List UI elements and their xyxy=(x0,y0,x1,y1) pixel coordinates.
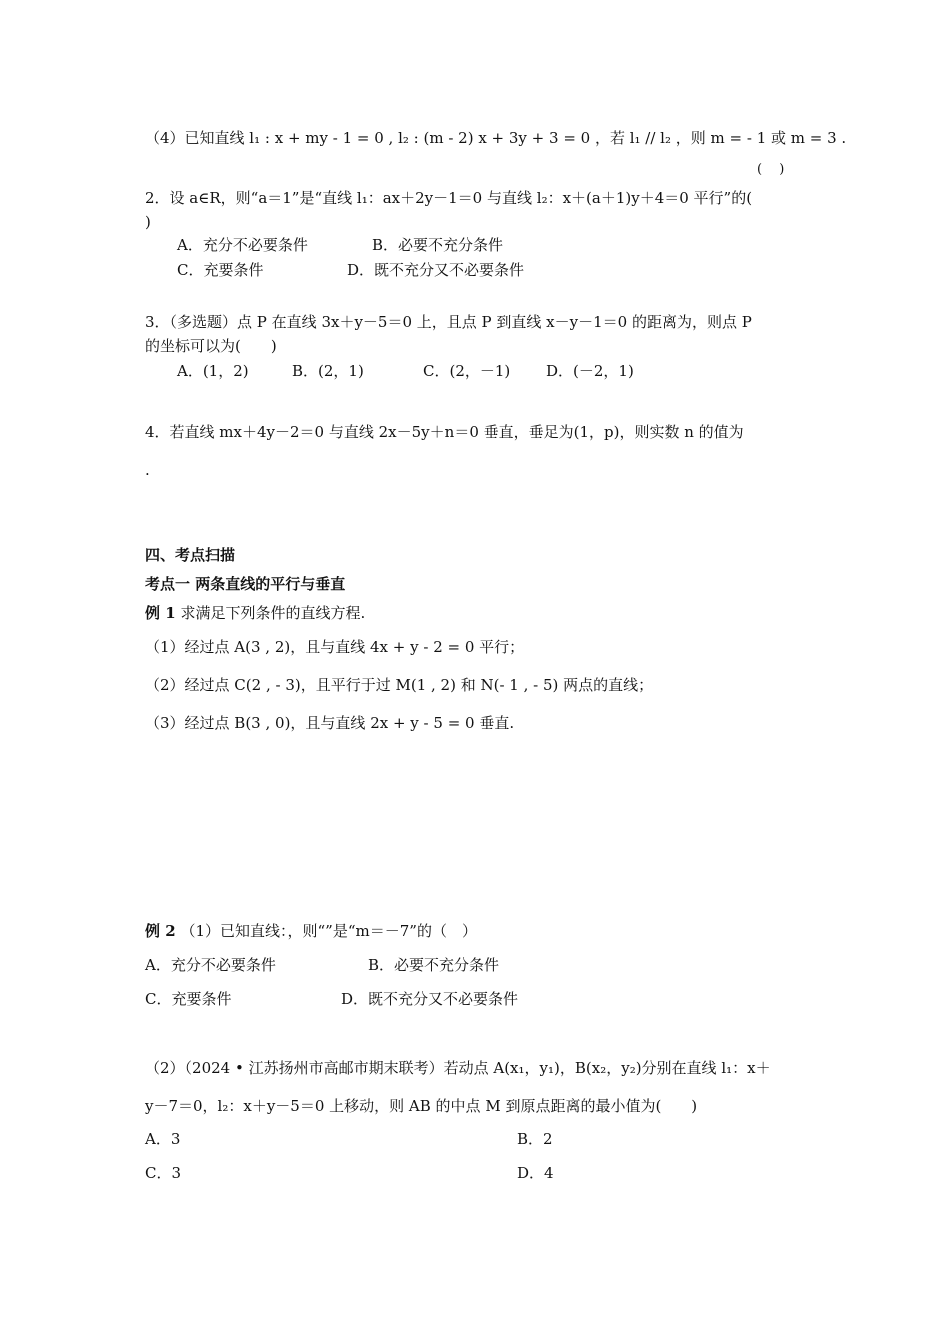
example-2-part2-option-b: B．2 xyxy=(517,1130,553,1148)
q2-option-b: B．必要不充分条件 xyxy=(372,236,504,254)
example-2-part1-option-a: A．充分不必要条件 xyxy=(145,956,276,974)
q3-option-d: D．(－2，1) xyxy=(546,362,634,380)
example-2-part2-line2: y－7＝0，l₂：x＋y－5＝0 上移动，则 AB 的中点 M 到原点距离的最小值为( ) xyxy=(145,1097,698,1115)
q2-option-c: C．充要条件 xyxy=(177,261,264,279)
example-2-part1-text: （1）已知直线：，则“”是“m＝－7”的（ ） xyxy=(180,922,477,940)
q3-option-a: A．(1，2) xyxy=(177,362,249,380)
q2-stem-line2: ) xyxy=(145,213,151,231)
q2-option-d: D．既不充分又不必要条件 xyxy=(347,261,525,279)
example-2-part1-option-c: C．充要条件 xyxy=(145,990,232,1008)
q3-option-b: B．(2，1) xyxy=(292,362,364,380)
example-2-part2-line1: （2）（2024 • 江苏扬州市高邮市期末联考）若动点 A(x₁，y₁)，B(x₂，y₂)分别在直线 l₁：x＋ xyxy=(145,1059,771,1077)
q2-stem-line1: 2．设 a∈R，则“a＝1”是“直线 l₁：ax＋2y－1＝0 与直线 l₂：x＋(a＋1)y＋4＝0 平行”的( xyxy=(145,189,753,207)
example-1-prompt: 求满足下列条件的直线方程. xyxy=(180,604,366,622)
q3-stem-line1: 3．（多选题）点 P 在直线 3x＋y－5＝0 上，且点 P 到直线 x－y－1＝0 的距离为，则点 P xyxy=(145,313,752,331)
example-2-part2-option-d: D．4 xyxy=(517,1164,554,1182)
example-2-part1-option-b: B．必要不充分条件 xyxy=(368,956,500,974)
q4-sub-text: （4）已知直线 l₁ : x + my - 1 = 0 , l₂ : (m - 2) x + 3y + 3 = 0 ，若 l₁ // l₂ ，则 m = - 1 或 m = 3 . xyxy=(145,129,847,147)
example-2-part2-option-c: C．3 xyxy=(145,1164,182,1182)
example-1-item-1: （1）经过点 A(3 , 2)，且与直线 4x + y - 2 = 0 平行； xyxy=(145,638,525,656)
example-1-item-3: （3）经过点 B(3 , 0)，且与直线 2x + y - 5 = 0 垂直. xyxy=(145,714,515,732)
example-2-header xyxy=(145,921,477,941)
q3-option-c: C．(2，－1) xyxy=(423,362,511,380)
example-2-label: 例 2 xyxy=(145,922,176,940)
answer-paren: ( ) xyxy=(757,162,785,177)
example-2-part2-option-a: A．3 xyxy=(145,1130,181,1148)
example-1-header xyxy=(145,603,365,623)
q3-stem-line2: 的坐标可以为( ) xyxy=(145,337,277,355)
example-1-item-2: （2）经过点 C(2 , - 3)，且平行于过 M(1 , 2) 和 N(- 1 , - 5) 两点的直线； xyxy=(145,676,654,694)
q2-option-a: A．充分不必要条件 xyxy=(177,236,308,254)
q4-stem-line2: . xyxy=(145,461,150,479)
example-1-label: 例 1 xyxy=(145,604,176,622)
example-2-part1-option-d: D．既不充分又不必要条件 xyxy=(341,990,519,1008)
q4-stem-line1: 4．若直线 mx＋4y－2＝0 与直线 2x－5y＋n＝0 垂直，垂足为(1，p)，则实数 n 的值为 xyxy=(145,423,744,441)
topic-heading: 考点一 两条直线的平行与垂直 xyxy=(145,575,346,593)
section-heading: 四、考点扫描 xyxy=(145,546,236,564)
